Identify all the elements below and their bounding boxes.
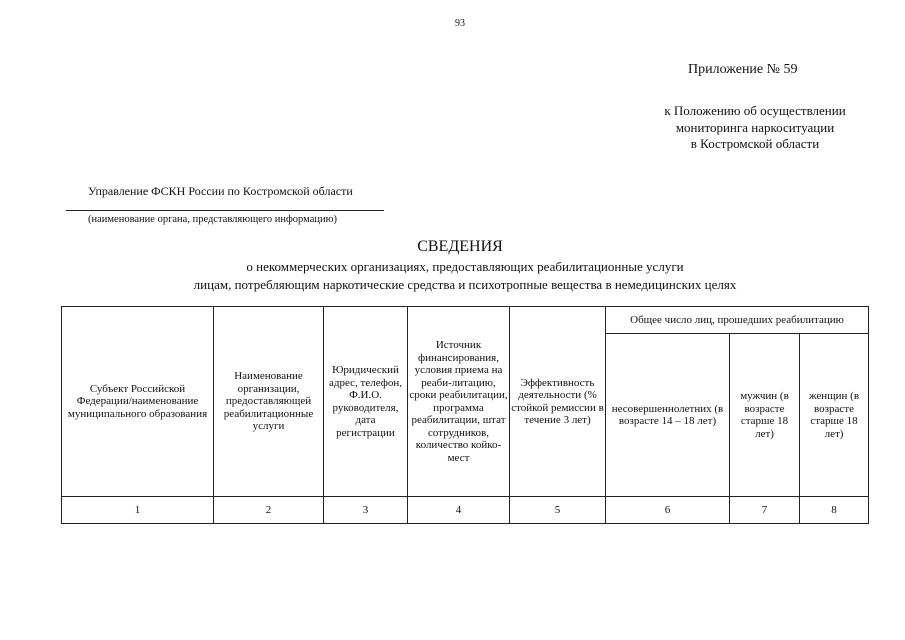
column-number-cell: 8 bbox=[800, 497, 869, 524]
subtitle-line: лицам, потребляющим наркотические средства и психотропные вещества в немедицинских целях bbox=[193, 277, 737, 292]
subtitle-line: о некоммерческих организациях, предоставляющих реабилитационные услуги bbox=[246, 259, 684, 274]
organization-caption: (наименование органа, представляющего информацию) bbox=[88, 214, 337, 225]
appendix-ref-line: в Костромской области bbox=[690, 136, 820, 151]
report-table bbox=[61, 306, 869, 524]
document-subtitle bbox=[80, 258, 850, 294]
table-column-numbers-row bbox=[62, 497, 869, 524]
column-number-cell: 5 bbox=[510, 497, 606, 524]
header-cell-organization: Наименование организации, предоставляющей реабилитационные услуги bbox=[214, 307, 324, 497]
table-header-row bbox=[62, 307, 869, 334]
page-number: 93 bbox=[455, 18, 465, 29]
header-cell-subject: Субъект Российской Федерации/наименование муниципального образования bbox=[62, 307, 214, 497]
header-cell-women: женщин (в возрасте старше 18 лет) bbox=[800, 334, 869, 497]
column-number-cell: 1 bbox=[62, 497, 214, 524]
header-cell-financing: Источник финансирования, условия приема на реаби-литацию, сроки реабилитации, программа реабилитации, штат сотрудников, количество койко-мест bbox=[408, 307, 510, 497]
organization-name: Управление ФСКН России по Костромской области bbox=[88, 184, 353, 198]
column-number-cell: 3 bbox=[324, 497, 408, 524]
header-cell-men: мужчин (в возрасте старше 18 лет) bbox=[730, 334, 800, 497]
document-title: СВЕДЕНИЯ bbox=[417, 238, 503, 255]
appendix-ref-line: мониторинга наркоситуации bbox=[675, 119, 835, 135]
header-cell-efficiency: Эффективность деятельности (% стойкой ремиссии в течение 3 лет) bbox=[510, 307, 606, 497]
column-number-cell: 2 bbox=[214, 497, 324, 524]
appendix-reference bbox=[610, 103, 900, 153]
organization-underline bbox=[66, 210, 384, 211]
header-cell-address: Юридический адрес, телефон, Ф.И.О. руководителя, дата регистрации bbox=[324, 307, 408, 497]
column-number-cell: 7 bbox=[730, 497, 800, 524]
column-number-cell: 4 bbox=[408, 497, 510, 524]
appendix-title: Приложение № 59 bbox=[688, 62, 798, 77]
appendix-ref-line: к Положению об осуществлении bbox=[664, 103, 846, 118]
header-cell-rehab-total: Общее число лиц, прошедших реабилитацию bbox=[606, 307, 869, 334]
header-cell-minors: несовершеннолетних (в возрасте 14 – 18 лет) bbox=[606, 334, 730, 497]
column-number-cell: 6 bbox=[606, 497, 730, 524]
